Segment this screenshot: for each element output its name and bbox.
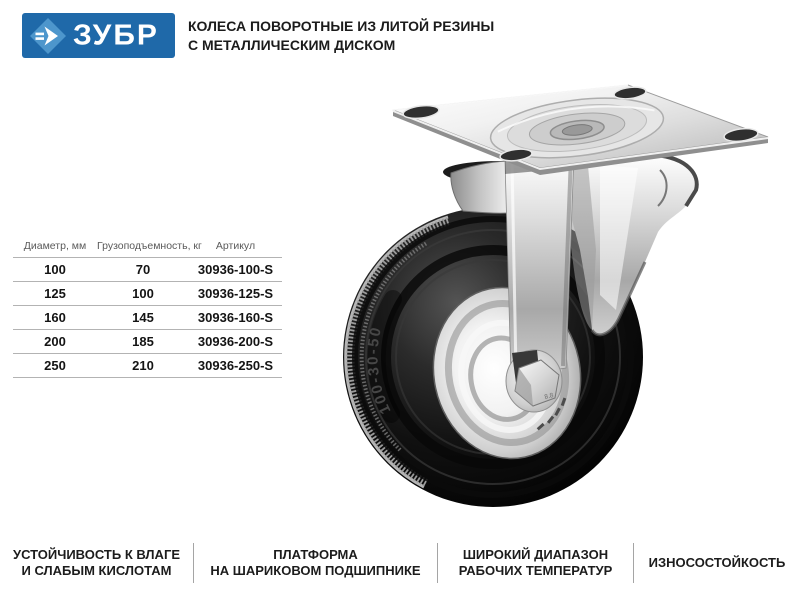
zubr-logo bbox=[22, 13, 175, 58]
mounting-plate bbox=[393, 85, 768, 175]
table-cell: 30936-100-S bbox=[189, 258, 282, 282]
feature-item-0 bbox=[0, 540, 193, 586]
table-cell: 100 bbox=[13, 258, 97, 282]
table-cell: 30936-250-S bbox=[189, 354, 282, 378]
feature-item-1 bbox=[194, 540, 437, 586]
table-cell: 100 bbox=[97, 282, 189, 306]
table-cell: 70 bbox=[97, 258, 189, 282]
table-cell: 125 bbox=[13, 282, 97, 306]
table-cell: 185 bbox=[97, 330, 189, 354]
brand-name: ЗУБР bbox=[73, 19, 159, 51]
spec-table bbox=[13, 238, 282, 378]
feature-item-3 bbox=[634, 540, 800, 586]
table-cell: 145 bbox=[97, 306, 189, 330]
caster-product-photo bbox=[325, 72, 785, 522]
table-row bbox=[13, 282, 282, 306]
feature-line: ИЗНОСОСТОЙКОСТЬ bbox=[648, 554, 786, 570]
table-cell: 30936-200-S bbox=[189, 330, 282, 354]
table-row bbox=[13, 330, 282, 354]
table-cell: 160 bbox=[13, 306, 97, 330]
table-cell: 200 bbox=[13, 330, 97, 354]
feature-item-2 bbox=[438, 540, 633, 586]
table-cell: 210 bbox=[97, 354, 189, 378]
feature-line: УСТОЙЧИВОСТЬ К ВЛАГЕ bbox=[12, 546, 180, 562]
col-header-capacity: Грузоподъемность, кг bbox=[97, 238, 189, 258]
table-row bbox=[13, 354, 282, 378]
table-row bbox=[13, 306, 282, 330]
feature-line: И СЛАБЫМ КИСЛОТАМ bbox=[21, 563, 172, 578]
spec-table-body bbox=[13, 258, 282, 378]
col-header-diameter: Диаметр, мм bbox=[13, 238, 97, 258]
feature-line: ПЛАТФОРМА bbox=[273, 546, 358, 562]
title-line-2: С МЕТАЛЛИЧЕСКИМ ДИСКОМ bbox=[188, 37, 396, 53]
page-title bbox=[188, 17, 518, 55]
feature-line: РАБОЧИХ ТЕМПЕРАТУР bbox=[458, 563, 613, 578]
tire-size-marking: 100-30-50 bbox=[364, 324, 395, 417]
table-row bbox=[13, 258, 282, 282]
table-header-row bbox=[13, 238, 282, 258]
feature-line: ШИРОКИЙ ДИАПАЗОН bbox=[462, 546, 609, 562]
bolt-grade-marking: 8.8 bbox=[543, 391, 555, 401]
diamond-arrow-icon bbox=[29, 17, 67, 55]
table-cell: 30936-160-S bbox=[189, 306, 282, 330]
table-cell: 30936-125-S bbox=[189, 282, 282, 306]
feature-line: НА ШАРИКОВОМ ПОДШИПНИКЕ bbox=[210, 563, 421, 578]
col-header-sku: Артикул bbox=[189, 238, 282, 258]
features-bar bbox=[0, 540, 800, 586]
axle-hub bbox=[506, 350, 562, 412]
title-line-1: КОЛЕСА ПОВОРОТНЫЕ ИЗ ЛИТОЙ РЕЗИНЫ bbox=[188, 18, 495, 34]
table-cell: 250 bbox=[13, 354, 97, 378]
